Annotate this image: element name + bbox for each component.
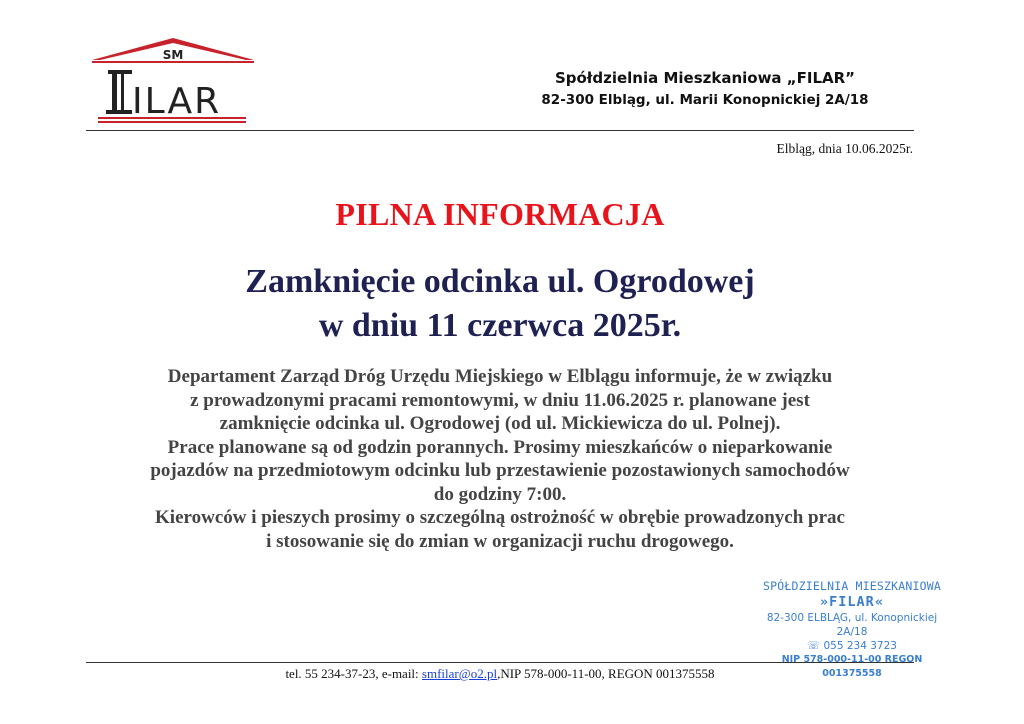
body-line: Departament Zarząd Dróg Urzędu Miejskiego w Elblągu informuje, że w związku	[167, 366, 833, 387]
headline-line-1: Zamknięcie odcinka ul. Ogrodowej	[245, 263, 755, 300]
stamp-line-2: »FILAR«	[820, 594, 884, 610]
document-date: Elbląg, dnia 10.06.2025r.	[776, 141, 913, 156]
body-line: i stosowanie się do zmian w organizacji ruchu drogowego.	[266, 530, 734, 552]
footer-email-link[interactable]: smfilar@o2.pl	[421, 666, 498, 681]
stamp-line-4: ☏ 055 234 3723	[807, 640, 897, 652]
company-name: Spółdzielnia Mieszkaniowa „FILAR”	[554, 69, 856, 87]
logo-graphic	[88, 36, 258, 126]
footer-prefix: tel. 55 234-37-23, e-mail:	[285, 666, 422, 681]
logo-badge-text: SM	[162, 48, 184, 62]
body-line: do godziny 7:00.	[433, 483, 567, 505]
body-line: Prace planowane są od godzin porannych. Prosimy mieszkańców o nieparkowanie	[167, 436, 833, 458]
body-line: pojazdów na przedmiotowym odcinku lub przestawienie pozostawionych samochodów	[150, 460, 850, 481]
body-line: z prowadzonymi pracami remontowymi, w dniu 11.06.2025 r. planowane jest	[190, 389, 810, 411]
footer-divider	[86, 662, 914, 663]
stamp-line-1: SPÓŁDZIELNIA MIESZKANIOWA	[762, 579, 942, 593]
headline-line-2: w dniu 11 czerwca 2025r.	[318, 307, 682, 344]
company-info	[480, 68, 930, 110]
urgent-title: PILNA INFORMACJA	[335, 196, 665, 232]
body-line: zamknięcie odcinka ul. Ogrodowej (od ul. Mickiewicza do ul. Polnej).	[219, 413, 781, 434]
announcement-body	[60, 365, 940, 553]
footer-suffix: ,NIP 578-000-11-00, REGON 001375558	[497, 666, 715, 681]
header-divider	[86, 130, 914, 131]
company-logo	[88, 36, 258, 126]
footer	[0, 666, 1000, 682]
stamp-line-3: 82-300 ELBLĄG, ul. Konopnickiej 2A/18	[766, 612, 938, 638]
logo-name-text: ILAR	[132, 81, 222, 122]
stamp-line-5: NIP 578-000-11-00 REGON 001375558	[781, 654, 923, 679]
body-line: Kierowców i pieszych prosimy o szczególną ostrożność w obrębie prowadzonych prac	[155, 507, 845, 528]
headline	[0, 260, 1000, 348]
company-address: 82-300 Elbląg, ul. Marii Konopnickiej 2A/18	[541, 92, 869, 108]
